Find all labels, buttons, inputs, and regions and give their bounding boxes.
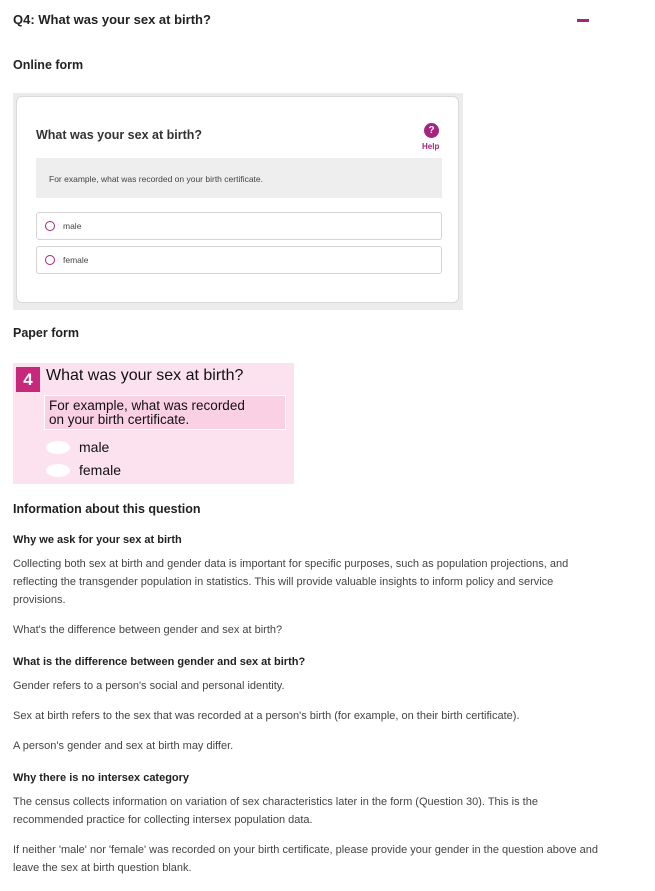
paper-question: What was your sex at birth? — [46, 367, 244, 384]
radio-icon[interactable] — [45, 255, 55, 265]
option-label: male — [63, 221, 82, 231]
paper-hint-line1: For example, what was recorded — [49, 398, 245, 413]
why-text: Collecting both sex at birth and gender data is important for specific purposes, such as population projections, and reflecting the transgender population in statistics. This will provide valuable insights to inform policy and service provisions. — [13, 558, 569, 606]
difference-p3: A person's gender and sex at birth may differ. — [13, 740, 234, 752]
intersex-p1: The census collects information on variation of sex characteristics later in the form (Question 30). This is the recommended practice for collecting intersex population data. — [13, 796, 538, 826]
accordion-title[interactable]: Q4: What was your sex at birth? — [13, 12, 211, 27]
paper-option-male: male — [79, 439, 110, 455]
difference-heading: What is the difference between gender and sex at birth? — [13, 656, 306, 668]
paper-form-heading: Paper form — [13, 326, 79, 340]
difference-p2: Sex at birth refers to the sex that was recorded at a person's birth (for example, on their birth certificate). — [13, 710, 520, 722]
info-heading: Information about this question — [13, 502, 201, 516]
minus-icon[interactable] — [577, 19, 589, 22]
online-form-card — [16, 96, 459, 303]
help-icon[interactable]: ? — [424, 123, 439, 138]
online-question: What was your sex at birth? — [36, 128, 203, 142]
paper-hint-line2: on your birth certificate. — [49, 412, 190, 427]
radio-icon[interactable] — [45, 221, 55, 231]
online-form-screenshot — [13, 93, 463, 310]
online-form-heading: Online form — [13, 58, 84, 72]
option-label: female — [63, 255, 89, 265]
option-male[interactable] — [36, 212, 442, 240]
intersex-p2: If neither 'male' nor 'female' was recorded on your birth certificate, please provide your gender in the question above and leave the sex at birth question blank. — [13, 844, 599, 874]
oval-checkbox — [46, 464, 70, 477]
question-number: 4 — [16, 367, 40, 392]
option-female[interactable] — [36, 246, 442, 274]
online-hint-box — [36, 158, 442, 198]
paper-hint-text — [49, 399, 285, 427]
why-heading: Why we ask for your sex at birth — [13, 534, 182, 546]
paper-hint-box — [44, 395, 286, 430]
intersex-heading: Why there is no intersex category — [13, 772, 190, 784]
online-hint-text: For example, what was recorded on your birth certificate. — [49, 174, 264, 184]
oval-checkbox — [46, 441, 70, 454]
difference-link[interactable]: What's the difference between gender and sex at birth? — [13, 624, 283, 636]
paper-option-female: female — [79, 462, 122, 478]
difference-p1: Gender refers to a person's social and personal identity. — [13, 680, 285, 692]
paper-form-image — [13, 363, 294, 484]
help-label[interactable]: Help — [422, 142, 440, 151]
